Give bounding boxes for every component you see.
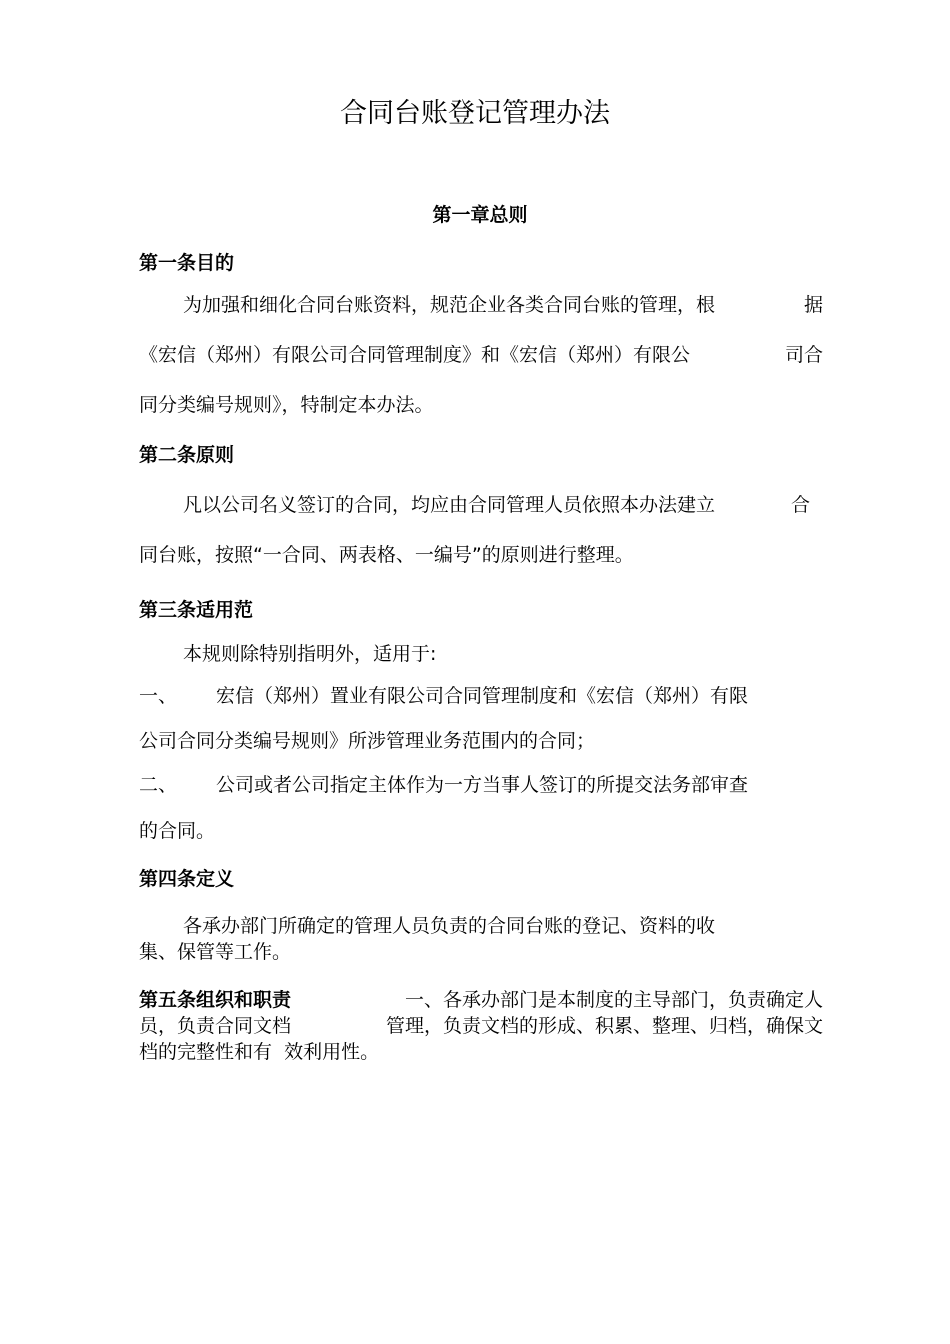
article-1-line-1 <box>183 292 823 318</box>
article-2-heading: 第二条原则 <box>139 444 235 466</box>
article-2-line-1-end: 合 <box>790 494 810 516</box>
article-2-line-1 <box>183 492 810 518</box>
article-5-line-2-text-a: 员，负责合同文档 <box>139 1015 292 1037</box>
article-1-line-1-text: 为加强和细化合同台账资料，规范企业各类合同台账的管理，根 <box>183 294 716 316</box>
article-3-item-2 <box>139 772 748 798</box>
article-5-line-2-text-b: 管理，负责文档的形成、积累、整理、归档，确保文 <box>385 1015 823 1037</box>
article-4-line-2: 集、保管等工作。 <box>139 941 292 963</box>
article-3-item-1-line-2: 公司合同分类编号规则》所涉管理业务范围内的合同； <box>139 730 596 752</box>
article-2-line-2: 同台账，按照“一合同、两表格、一编号”的原则进行整理。 <box>139 544 634 566</box>
article-3-item-1 <box>139 683 748 709</box>
article-3-item-1-marker: 一、 <box>139 685 178 707</box>
article-5-line-3: 档的完整性和有 效利用性。 <box>139 1041 380 1063</box>
document-title: 合同台账登记管理办法 <box>340 98 610 129</box>
article-5-line-1-text: 一、各承办部门是本制度的主导部门，负责确定人 <box>404 989 823 1011</box>
article-1-line-1-end: 据 <box>803 294 823 316</box>
article-1-line-2-text: 《宏信（郑州）有限公司合同管理制度》和《宏信（郑州）有限公 <box>139 344 691 366</box>
article-1-line-2-end: 司合 <box>784 344 823 366</box>
article-2-line-1-text: 凡以公司名义签订的合同，均应由合同管理人员依照本办法建立 <box>183 494 716 516</box>
article-5-heading: 第五条组织和职责 <box>139 989 292 1011</box>
article-1-line-2 <box>139 342 823 368</box>
article-5-line-2 <box>139 1013 823 1039</box>
article-4-line-1: 各承办部门所确定的管理人员负责的合同台账的登记、资料的收 <box>183 915 716 937</box>
article-3-item-2-marker: 二、 <box>139 774 178 796</box>
article-4-heading: 第四条定义 <box>139 868 235 890</box>
article-3-heading: 第三条适用范 <box>139 599 254 621</box>
article-3-item-1-line-1: 宏信（郑州）置业有限公司合同管理制度和《宏信（郑州）有限 <box>216 685 749 707</box>
article-1-line-3: 同分类编号规则》，特制定本办法。 <box>139 394 434 416</box>
article-5-line-1 <box>139 987 823 1013</box>
article-1-heading: 第一条目的 <box>139 252 235 274</box>
chapter-heading: 第一章总则 <box>432 204 528 226</box>
article-3-item-2-line-1: 公司或者公司指定主体作为一方当事人签订的所提交法务部审查 <box>216 774 749 796</box>
article-3-intro: 本规则除特别指明外，适用于: <box>183 643 437 665</box>
article-3-item-2-line-2: 的合同。 <box>139 820 216 842</box>
